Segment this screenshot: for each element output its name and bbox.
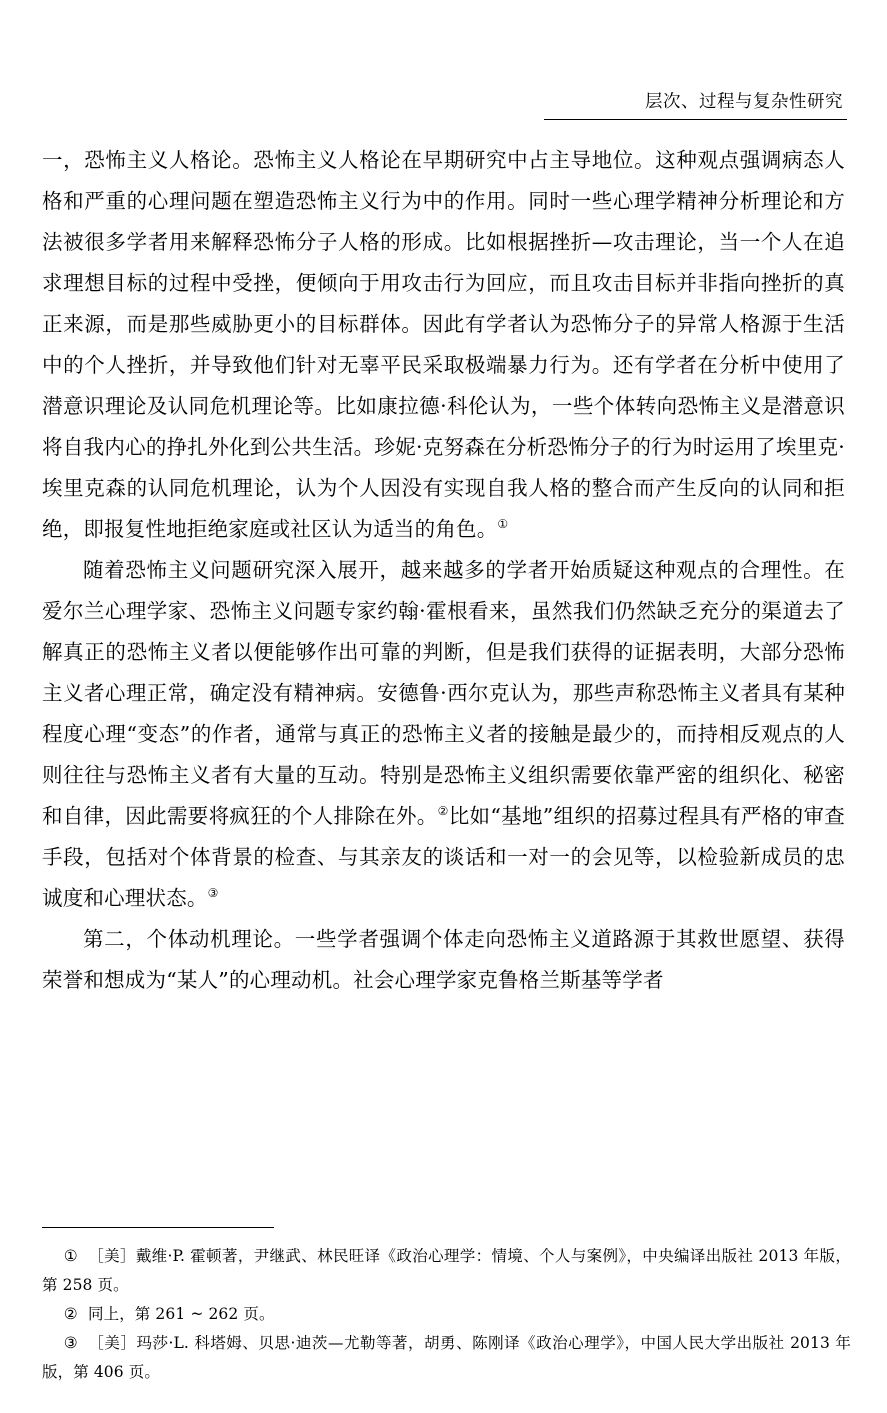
footnote-1: [42, 1242, 851, 1300]
paragraph-1-text: 一，恐怖主义人格论。恐怖主义人格论在早期研究中占主导地位。这种观点强调病态人格和严重的心理问题在塑造恐怖主义行为中的作用。同时一些心理学精神分析理论和方法被很多学者用来解释恐怖分子人格的形成。比如根据挫折—攻击理论，当一个人在追求理想目标的过程中受挫，便倾向于用攻击行为回应，而且攻击目标并非指向挫折的真正来源，而是那些威胁更小的目标群体。因此有学者认为恐怖分子的异常人格源于生活中的个人挫折，并导致他们针对无辜平民采取极端暴力行为。还有学者在分析中使用了潜意识理论及认同危机理论等。比如康拉德·科伦认为，一些个体转向恐怖主义是潜意识将自我内心的挣扎外化到公共生活。珍妮·克努森在分析恐怖分子的行为时运用了埃里克·埃里克森的认同危机理论，认为个人因没有实现自我人格的整合而产生反向的认同和拒绝，即报复性地拒绝家庭或社区认为适当的角色。: [42, 148, 845, 541]
paragraph-3-text: 第二，个体动机理论。一些学者强调个体走向恐怖主义道路源于其救世愿望、获得荣誉和想成为“某人”的心理动机。社会心理学家克鲁格兰斯基等学者: [42, 927, 845, 992]
footnote-3-text: ［美］玛莎·L. 科塔姆、贝思·迪茨—尤勒等著，胡勇、陈刚译《政治心理学》，中国人民大学出版社 2013 年版，第 406 页。: [42, 1334, 851, 1381]
footnote-1-text: ［美］戴维·P. 霍顿著，尹继武、林民旺译《政治心理学：情境、个人与案例》，中央编译出版社 2013 年版，第 258 页。: [42, 1247, 851, 1294]
paragraph-2: [42, 550, 845, 919]
paragraph-3: [42, 919, 845, 1001]
footnote-separator: [42, 1227, 274, 1228]
running-head: [36, 88, 851, 119]
footnote-3: [42, 1329, 851, 1387]
footnote-ref-3[interactable]: ③: [207, 886, 219, 901]
footnote-ref-1[interactable]: ①: [497, 517, 509, 532]
footnote-2: [42, 1300, 851, 1329]
paragraph-2-text-continued: 比如“基地”组织的招募过程具有严格的审查手段，包括对个体背景的检查、与其亲友的谈话和一对一的会见等，以检验新成员的忠诚度和心理状态。: [42, 804, 845, 910]
footnote-1-marker: ①: [63, 1247, 78, 1265]
footnote-2-marker: ②: [63, 1305, 78, 1323]
running-head-title: 层次、过程与复杂性研究: [645, 92, 843, 112]
footnote-3-marker: ③: [63, 1334, 78, 1352]
footnote-area: [42, 1227, 851, 1387]
body-text: [36, 140, 851, 1001]
footnote-2-text: 同上，第 261 ~ 262 页。: [88, 1305, 275, 1323]
header-rule: [544, 119, 847, 120]
footnote-ref-2[interactable]: ②: [437, 804, 449, 819]
paragraph-2-text: 随着恐怖主义问题研究深入展开，越来越多的学者开始质疑这种观点的合理性。在爱尔兰心理学家、恐怖主义问题专家约翰·霍根看来，虽然我们仍然缺乏充分的渠道去了解真正的恐怖主义者以便能够作出可靠的判断，但是我们获得的证据表明，大部分恐怖主义者心理正常，确定没有精神病。安德鲁·西尔克认为，那些声称恐怖主义者具有某种程度心理“变态”的作者，通常与真正的恐怖主义者的接触是最少的，而持相反观点的人则往往与恐怖主义者有大量的互动。特别是恐怖主义组织需要依靠严密的组织化、秘密和自律，因此需要将疯狂的个人排除在外。: [42, 558, 845, 828]
paragraph-1: [42, 140, 845, 550]
